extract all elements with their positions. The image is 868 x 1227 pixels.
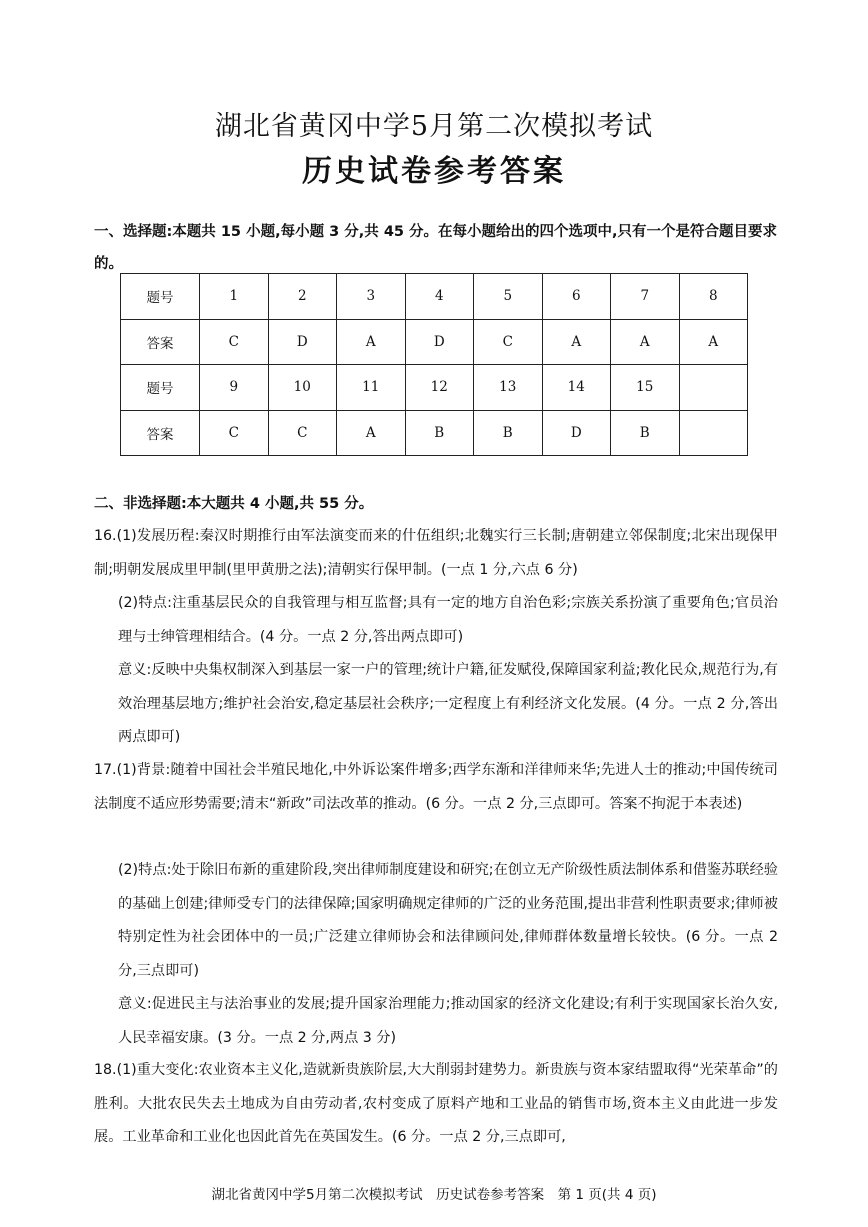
answer-table-cell	[679, 410, 748, 456]
answer-table-cell: 8	[679, 274, 748, 320]
page-footer: 湖北省黄冈中学5月第二次模拟考试 历史试卷参考答案 第 1 页(共 4 页)	[211, 1187, 657, 1203]
q17-part1: 17.(1)背景:随着中国社会半殖民地化,中外诉讼案件增多;西学东渐和洋律师来华;先进人士的推动;中国传统司法制度不适应形势需要;清末“新政”司法改革的推动。(6 分。一点 2 分,三点即可。答案不拘泥于本表述)	[94, 762, 778, 812]
answer-table-cell: B	[405, 410, 474, 456]
answer-table-cell: A	[542, 319, 611, 365]
answer-table-cell	[679, 365, 748, 411]
answer-table-cell: B	[611, 410, 680, 456]
answer-table-cell: 6	[542, 274, 611, 320]
answer-table-cell: 15	[611, 365, 680, 411]
q16-part2: (2)特点:注重基层民众的自我管理与相互监督;具有一定的地方自治色彩;宗族关系扮演了重要角色;官员治理与士绅管理相结合。(4 分。一点 2 分,答出两点即可)	[118, 595, 778, 645]
document-subtitle: 历史试卷参考答案	[302, 154, 566, 189]
answer-table-cell: D	[268, 319, 337, 365]
answer-table-cell: 5	[474, 274, 543, 320]
answer-table-cell: 1	[200, 274, 269, 320]
q18-part1: 18.(1)重大变化:农业资本主义化,造就新贵族阶层,大大削弱封建势力。新贵族与资本家结盟取得“光荣革命”的胜利。大批农民失去土地成为自由劳动者,农村变成了原料产地和工业品的销售市场,资本主义由此进一步发展。工业革命和工业化也因此首先在英国发生。(6 分。一点 2 分,三点即可,	[94, 1062, 778, 1145]
answer-table-cell: C	[268, 410, 337, 456]
answer-table-row	[121, 319, 748, 365]
answer-table-cell: C	[200, 410, 269, 456]
answer-table-row-header: 题号	[121, 365, 200, 411]
answer-table-cell: 14	[542, 365, 611, 411]
answer-table-row	[121, 410, 748, 456]
answer-table-cell: C	[200, 319, 269, 365]
answer-table-cell: 9	[200, 365, 269, 411]
answer-table-cell: A	[337, 410, 406, 456]
answer-table-cell: C	[474, 319, 543, 365]
answer-table-cell: 11	[337, 365, 406, 411]
q16-part1: 16.(1)发展历程:秦汉时期推行由军法演变而来的什伍组织;北魏实行三长制;唐朝建立邻保制度;北宋出现保甲制;明朝发展成里甲制(里甲黄册之法);清朝实行保甲制。(一点 1 分,六点 6 分)	[94, 528, 778, 578]
answer-table-row	[121, 365, 748, 411]
section1-heading: 一、选择题:本题共 15 小题,每小题 3 分,共 45 分。在每小题给出的四个选项中,只有一个是符合题目要求的。	[94, 224, 778, 272]
answer-table-cell: 13	[474, 365, 543, 411]
q16-significance: 意义:反映中央集权制深入到基层一家一户的管理;统计户籍,征发赋役,保障国家利益;教化民众,规范行为,有效治理基层地方;维护社会治安,稳定基层社会秩序;一定程度上有利经济文化发展。(4 分。一点 2 分,答出两点即可)	[118, 662, 778, 745]
q17-part2: (2)特点:处于除旧布新的重建阶段,突出律师制度建设和研究;在创立无产阶级性质法制体系和借鉴苏联经验的基础上创建;律师受专门的法律保障;国家明确规定律师的广泛的业务范围,提出非营利性职责要求;律师被特别定性为社会团体中的一员;广泛建立律师协会和法律顾问处,律师群体数量增长较快。(6 分。一点 2 分,三点即可)	[118, 862, 778, 979]
answer-table-cell: 10	[268, 365, 337, 411]
answer-table-row-header: 答案	[121, 410, 200, 456]
answer-table-row-header: 答案	[121, 319, 200, 365]
answer-table-cell: A	[337, 319, 406, 365]
answer-table-cell: B	[474, 410, 543, 456]
answer-table-row-header: 题号	[121, 274, 200, 320]
answer-table-cell: A	[611, 319, 680, 365]
answer-table-cell: 7	[611, 274, 680, 320]
answer-table-cell: 12	[405, 365, 474, 411]
answer-table-row	[121, 274, 748, 320]
answer-table-cell: 2	[268, 274, 337, 320]
answer-table-cell: D	[405, 319, 474, 365]
exam-title: 湖北省黄冈中学5月第二次模拟考试	[214, 111, 654, 142]
answer-table	[120, 273, 748, 456]
section2-heading: 二、非选择题:本大题共 4 小题,共 55 分。	[94, 496, 374, 512]
answer-table-cell: A	[679, 319, 748, 365]
q17-significance: 意义:促进民主与法治事业的发展;提升国家治理能力;推动国家的经济文化建设;有利于实现国家长治久安,人民幸福安康。(3 分。一点 2 分,两点 3 分)	[118, 996, 778, 1046]
answer-table-cell: 3	[337, 274, 406, 320]
answer-table-cell: 4	[405, 274, 474, 320]
answer-table-cell: D	[542, 410, 611, 456]
